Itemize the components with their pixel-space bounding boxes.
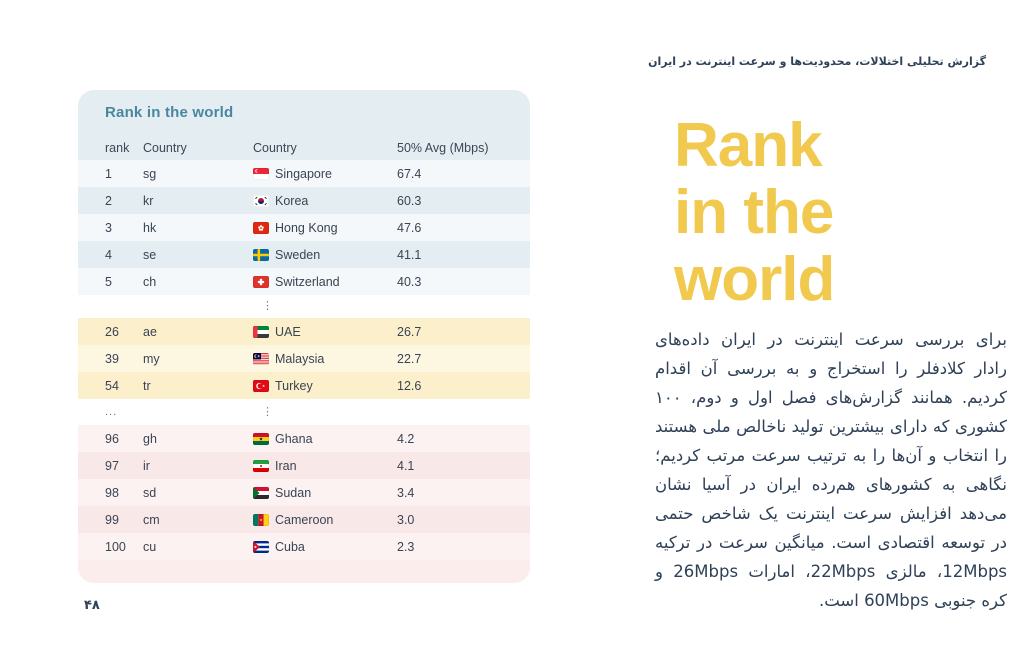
rank-cell: 98 [105,485,119,500]
rank-cell: 26 [105,324,119,339]
table-row [78,241,530,268]
rank-cell: 5 [105,274,112,289]
country-name: Malaysia [275,351,325,366]
rank-cell: 2 [105,193,112,208]
country-name: Cuba [275,539,305,554]
country-cell [253,486,397,500]
country-name: Cameroon [275,512,334,527]
value-cell: 12.6 [397,378,422,393]
table-title-band [78,90,530,135]
country-name: Sweden [275,247,321,262]
country-cell [253,352,397,366]
country-code-cell: my [143,351,160,366]
column-header-rank: rank [105,140,130,155]
rank-cell: 4 [105,247,112,262]
flag-ae-icon [253,326,269,338]
flag-ch-icon [253,276,269,288]
table-row [78,187,530,214]
table-row [78,160,530,187]
heading-line-3: world [674,245,835,314]
article-body: برای بررسی سرعت اینترنت در ایران داده‌های رادار کلادفلر را استخراج و به بررسی آن اقدام کردیم. همانند گزارش‌های فصل اول و دوم، ۱۰۰ کشوری که دارای بیشترین تولید ناخالص ملی هستند را انتخاب و آن‌ها را به ترتیب سرعت مرتب کردیم؛ نگاهی به کشورهای هم‌رده ایران در آسیا نشان می‌دهد افزایش سرعت اینترنت یک شاخص حتمی در توسعه اقتصادی است. میانگین سرعت در ترکیه 12Mbps، مالزی 22Mbps، امارات 26Mbps و کره جنوبی 60Mbps است. [655,330,1008,610]
heading-line-1: Rank [674,111,822,180]
country-name: Switzerland [275,274,340,289]
country-name: Hong Kong [275,220,338,235]
country-name: Turkey [275,378,313,393]
country-code-cell: ae [143,324,157,339]
table-rows [78,160,530,560]
value-cell: 47.6 [397,220,422,235]
country-cell [253,459,397,473]
table-row [78,268,530,295]
country-code-cell: hk [143,220,157,235]
table-row [78,214,530,241]
rank-cell: 39 [105,351,119,366]
value-cell: 22.7 [397,351,422,366]
country-name: UAE [275,324,301,339]
value-cell: 2.3 [397,539,415,554]
table-row [78,318,530,345]
value-cell: 41.1 [397,247,422,262]
table-title: Rank in the world [105,104,234,121]
country-cell [253,248,397,262]
flag-hk-icon [253,222,269,234]
country-code-cell: tr [143,378,151,393]
country-cell [253,167,397,181]
value-cell: 67.4 [397,166,422,181]
vertical-ellipsis-icon: ⋮ [262,300,273,312]
flag-my-icon [253,353,269,365]
rank-table-card [78,90,530,583]
table-row [78,345,530,372]
country-cell [253,513,397,527]
rank-cell: 1 [105,166,112,181]
table-row [78,425,530,452]
country-cell [253,432,397,446]
article-heading [674,112,834,313]
rank-ellipsis: ... [105,406,118,418]
flag-tr-icon [253,380,269,392]
country-code-cell: cu [143,539,157,554]
value-cell: 40.3 [397,274,422,289]
flag-ir-icon [253,460,269,472]
table-row [78,452,530,479]
flag-cu-icon [253,541,269,553]
flag-gh-icon [253,433,269,445]
rank-cell: 54 [105,378,119,393]
value-cell: 3.4 [397,485,415,500]
country-name: Ghana [275,431,313,446]
country-code-cell: se [143,247,157,262]
country-code-cell: ir [143,458,150,473]
country-name: Singapore [275,166,332,181]
vertical-ellipsis-icon: ⋮ [262,405,273,418]
table-row [78,506,530,533]
table-row [78,295,530,318]
value-cell: 3.0 [397,512,415,527]
country-code-cell: sg [143,166,157,181]
column-header-country: Country [253,140,297,155]
value-cell: 4.2 [397,431,415,446]
country-cell [253,221,397,235]
country-name: Korea [275,193,309,208]
value-cell: 26.7 [397,324,422,339]
running-header: گزارش تحلیلی اختلالات، محدودیت‌ها و سرعت اینترنت در ایران [648,55,986,68]
rank-cell: 100 [105,539,126,554]
flag-se-icon [253,249,269,261]
country-cell [253,379,397,393]
table-row [78,533,530,560]
table-row [78,399,530,425]
rank-cell: 96 [105,431,119,446]
column-header-country-code: Country [143,140,187,155]
country-code-cell: kr [143,193,154,208]
value-cell: 4.1 [397,458,415,473]
country-name: Iran [275,458,297,473]
table-footer-band [78,560,530,583]
page-number: ۴۸ [84,598,100,613]
country-code-cell: sd [143,485,157,500]
rank-cell: 3 [105,220,112,235]
flag-kr-icon [253,195,269,207]
flag-sd-icon [253,487,269,499]
rank-cell: 97 [105,458,119,473]
country-code-cell: cm [143,512,160,527]
heading-line-2: in the [674,178,834,247]
table-header-row [78,135,530,160]
rank-cell: 99 [105,512,119,527]
column-header-value: 50% Avg (Mbps) [397,140,489,155]
country-cell [253,275,397,289]
country-cell [253,325,397,339]
country-code-cell: ch [143,274,157,289]
country-cell [253,194,397,208]
flag-cm-icon [253,514,269,526]
value-cell: 60.3 [397,193,422,208]
flag-sg-icon [253,168,269,180]
country-cell [253,540,397,554]
table-row [78,372,530,399]
country-code-cell: gh [143,431,157,446]
table-row [78,479,530,506]
country-name: Sudan [275,485,312,500]
